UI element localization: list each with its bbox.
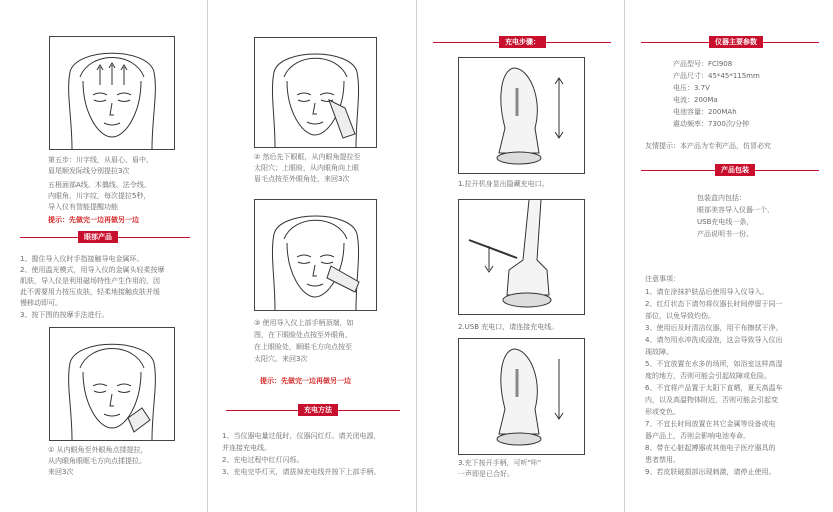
caption3-line: 太阳穴。来回3次 [254,355,308,363]
caption3-line: 在上眼睑处，顺眼毛方向点按至 [254,343,352,351]
column-3 [417,0,624,512]
device-illustration-close [458,338,585,455]
eye-step-line: 肌肤，导入仪是利用磁场特性产生作用的，因 [20,277,160,285]
note-line: 现故障。 [645,348,673,356]
section-title: 充电方法 [298,404,338,416]
charge-step-line: 1、当仪器电量过低时，仪器闪红灯。请关闭电源， [222,432,381,440]
column-1 [0,0,207,512]
section-header-package [641,164,819,176]
note-line: 形或变色。 [645,408,680,416]
section-title: 眼部产品 [78,231,118,243]
eye-caption-line: 从内眼角眼眶毛方向点揉提拉。 [48,457,146,465]
package-line: USB充电线一条， [697,218,754,226]
step5-extra-line: 内眼角、川字纹，每次提拉5秒， [48,192,151,200]
param-line: 电压：3.7V [673,84,710,92]
note-line: 部位，以免导致灼伤。 [645,312,715,320]
note-line: 7、不宜长时间放置在其它金属等设备或电 [645,420,776,428]
note-line: 内，以及高温物体附近，否则可能会引起变 [645,396,778,404]
tip-text: 提示：先做完一边再做另一边 [48,216,139,224]
caption2-line: ② 然后先下眼眶，从内眼角提拉至 [254,153,361,161]
step5-line: 第五步：川字线，从眉心、眉中、 [48,156,153,164]
step5-line: 眉尾顺发际线分别提拉3次 [48,167,130,175]
charge-step-line: 3、充电完毕灯灭，请拔掉充电线并按下上部手柄。 [222,468,381,476]
charge-step-line: 并连接充电线。 [222,444,271,452]
param-line: 电池容量：200MAh [673,108,737,116]
caption2-line: 太阳穴；上眼睑，从内眼角向上眼 [254,164,359,172]
note-line: 度的地方，否则可能会引起故障或危险。 [645,372,771,380]
column-2 [208,0,416,512]
param-line: 产品尺寸：45*45*115mm [673,72,760,80]
eye-caption-line: ① 从内眼角至外眼角点揉提拉， [48,446,148,454]
note-line: 6、不宜将产品置于太阳下直晒，夏天高温车 [645,384,783,392]
note-line: 2、红灯状态下请勿将仪器长时间停留于同一 [645,300,783,308]
face-illustration-eye-massage [49,327,175,441]
section-header-charging-steps [433,36,611,48]
param-line: 产品型号：FCl908 [673,60,733,68]
eye-step-line: 3、按下图的按摩手法进行。 [20,311,109,319]
note-line: 患者禁用。 [645,456,680,464]
device-illustration-usb [458,199,585,315]
tip-text: 提示：先做完一边再做另一边 [260,377,351,385]
note-line: 3、使用后及时清洁仪器，用干布擦拭干净。 [645,324,783,332]
caption3-line: ③ 使用导入仪上部手柄顶端，如 [254,319,354,327]
note-line: 4、请勿用水冲洗或浸泡，这会导致导入仪出 [645,336,783,344]
charge-step1: 1.拉开机身显出隐藏充电口。 [458,180,549,188]
eye-step-line: 此不需要用力按压皮肤，轻柔地接触皮肤并缓 [20,288,160,296]
param-line: 震动频率：7300次/分钟 [673,120,750,128]
note-line: 1、请在涂抹护肤品后使用导入仪导入。 [645,288,769,296]
charge-step3-line: 一声即是已合好。 [458,470,514,478]
reminder-text: 友情提示：本产品为专利产品，仿冒必究 [645,142,771,150]
column-4 [625,0,833,512]
section-title: 充电步骤： [499,36,546,48]
package-line: 产品说明书一份。 [697,230,753,238]
eye-step-line: 2、使用温光模式，用导入仪的金属头轻柔按摩 [20,266,165,274]
face-illustration-forehead [49,36,175,150]
device-illustration-open [458,57,585,174]
eye-step-line: 1、握住导入仪时手指接触导电金属环。 [20,255,144,263]
eye-step-line: 慢移动即可。 [20,299,62,307]
notes-title: 注意事项： [645,275,680,283]
note-line: 8、带在心脏起搏器或其他电子医疗器具的 [645,444,776,452]
section-title: 仪器主要参数 [709,36,763,48]
section-title: 产品包装 [715,164,755,176]
caption3-line: 图，在下眼睑处点按至外眼角， [254,331,352,339]
note-line: 5、不宜放置在水多的场所，如浴室这样高湿 [645,360,783,368]
charge-step2: 2.USB 充电口，请连接充电线。 [458,323,559,331]
face-illustration-upper-handle [254,199,377,311]
charge-step3-line: 3.充下按开手柄，可听"咔" [458,459,542,467]
step5-extra-line: 导入仪有智能提醒功能 [48,203,118,211]
param-line: 电流：200Ma [673,96,718,104]
section-header-params [641,36,819,48]
caption2-line: 眉毛点按至外眼角处，来回3次 [254,175,350,183]
face-illustration-lower-eyelid [254,37,377,148]
step5-extra-line: 五根面部A线、木偶线、法令线、 [48,181,151,189]
package-line: 包装盒内包括： [697,194,746,202]
note-line: 器产品上，否则会影响电池寿命。 [645,432,750,440]
eye-caption-line: 来回3次 [48,468,74,476]
package-line: 眼部美容导入仪器一个， [697,206,774,214]
section-header-eye [20,231,190,243]
note-line: 9、若皮肤破损部出现刺激，请停止使用。 [645,468,776,476]
section-header-charge-method [226,404,400,416]
charge-step-line: 2、充电过程中红灯闪烁。 [222,456,304,464]
